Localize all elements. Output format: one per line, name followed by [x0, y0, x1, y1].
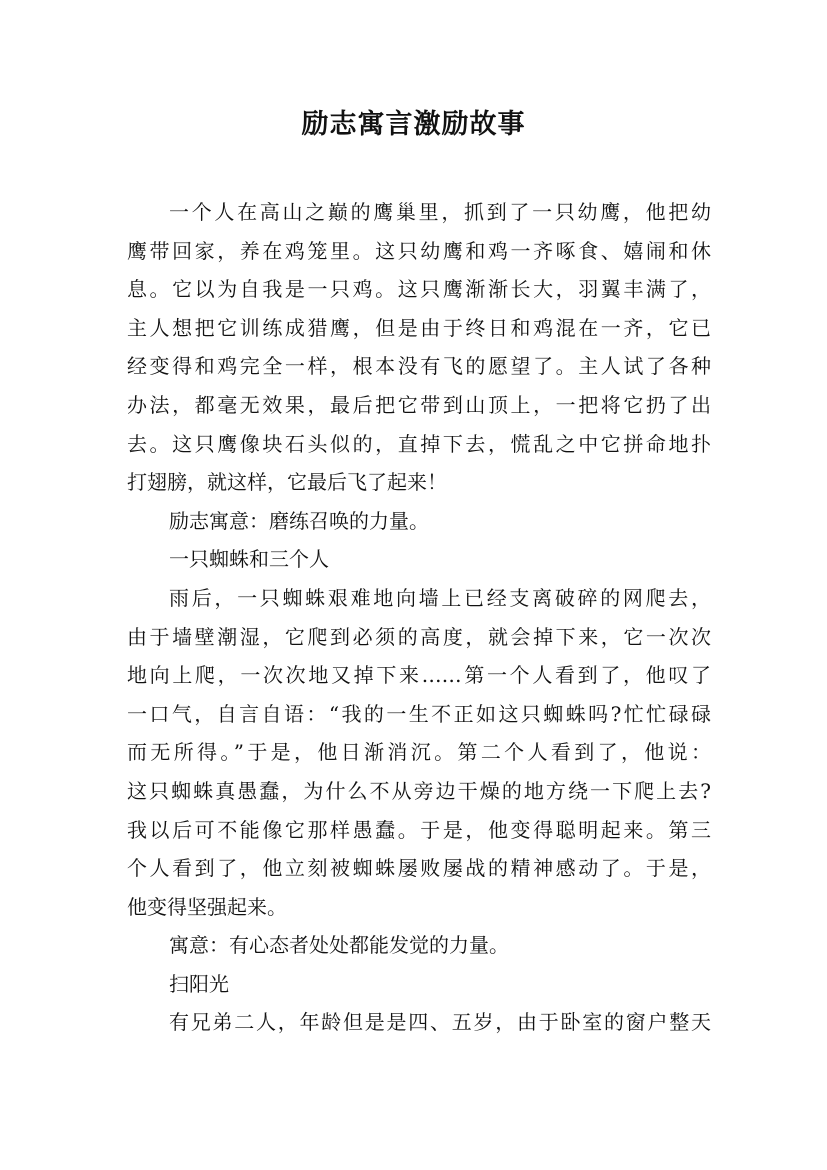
text-line: 一个人在高山之巅的鹰巢里，抓到了一只幼鹰，他把幼	[169, 200, 711, 224]
text-line: 有兄弟二人，年龄但是是四、五岁，由于卧室的窗户整天	[169, 1010, 711, 1035]
text-line: 他变得坚强起来。	[127, 894, 287, 919]
text-line: 而无所得。”于是，他日渐消沉。第二个人看到了，他说：	[127, 740, 711, 765]
text-line: 打翅膀，就这样，它最后飞了起来！	[127, 470, 447, 495]
section-heading-spider	[127, 540, 711, 579]
moral-line: 励志寓意：磨练召唤的力量。	[169, 508, 429, 533]
paragraph-eagle-story	[127, 193, 711, 502]
paragraph-moral-eagle	[127, 502, 711, 541]
moral-line: 寓意：有心态者处处都能发觉的力量。	[169, 933, 509, 958]
text-line: 办法，都毫无效果，最后把它带到山顶上，一把将它扔了出	[127, 392, 711, 417]
text-line: 鹰带回家，养在鸡笼里。这只幼鹰和鸡一齐啄食、嬉闹和休	[127, 238, 711, 263]
text-line: 主人想把它训练成猎鹰，但是由于终日和鸡混在一齐，它已	[127, 315, 711, 340]
document-body	[127, 193, 711, 1042]
document-title: 励志寓言激励故事	[301, 109, 526, 140]
section-heading-sunshine	[127, 965, 711, 1004]
text-line: 这只蜘蛛真愚蠢，为什么不从旁边干燥的地方绕一下爬上去?	[127, 778, 711, 803]
text-line: 一口气，自言自语：“我的一生不正如这只蜘蛛吗?忙忙碌碌	[127, 701, 711, 726]
section-heading: 扫阳光	[169, 971, 229, 996]
text-line: 息。它以为自我是一只鸡。这只鹰渐渐长大，羽翼丰满了，	[127, 277, 711, 302]
section-heading: 一只蜘蛛和三个人	[169, 547, 329, 572]
text-line: 我以后可不能像它那样愚蠢。于是，他变得聪明起来。第三	[127, 817, 711, 842]
text-line: 经变得和鸡完全一样，根本没有飞的愿望了。主人试了各种	[127, 354, 711, 379]
paragraph-sunshine-story	[127, 1003, 711, 1042]
text-line: 个人看到了，他立刻被蜘蛛屡败屡战的精神感动了。于是，	[127, 856, 711, 881]
paragraph-moral-spider	[127, 926, 711, 965]
paragraph-spider-story	[127, 579, 711, 926]
text-line: 由于墙壁潮湿，它爬到必须的高度，就会掉下来，它一次次	[127, 624, 711, 649]
text-line: 雨后，一只蜘蛛艰难地向墙上已经支离破碎的网爬去，	[169, 585, 711, 610]
text-line: 地向上爬，一次次地又掉下来……第一个人看到了，他叹了	[127, 663, 711, 688]
text-line: 去。这只鹰像块石头似的，直掉下去，慌乱之中它拼命地扑	[127, 431, 711, 456]
